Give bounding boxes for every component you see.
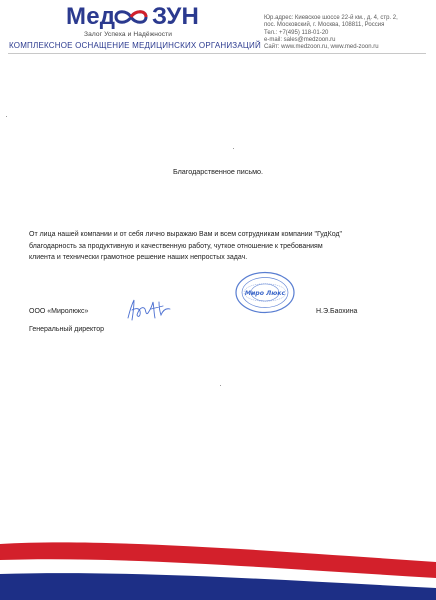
letter-body-line: благодарность за продуктивную и качественную работу, чуткое отношение к требованиям: [29, 242, 323, 250]
sender-position: Генеральный директор: [29, 326, 105, 333]
scan-speck: [233, 148, 234, 149]
contact-line: Юр.адрес: Киевское шоссе 22-й км., д. 4, стр. 2,: [264, 15, 398, 21]
letter-body: [29, 229, 409, 264]
signer-name: Н.Э.Баохина: [316, 308, 358, 315]
contact-line: пос. Московский, г. Москва, 108811, Россия: [264, 22, 385, 29]
handwritten-signature: [125, 296, 175, 324]
letter-body-line: клиента и технически грамотное решение наших непростых задач.: [29, 254, 248, 261]
logo-text-right: ЗУН: [152, 3, 199, 30]
scan-speck: [6, 116, 7, 117]
contact-block: [264, 15, 434, 51]
scan-speck: [220, 385, 221, 386]
decorative-flag-band: [0, 534, 436, 600]
slogan: Залог Успеха и Надёжности: [84, 31, 173, 38]
letter-body-line: От лица нашей компании и от себя лично выражаю Вам и всем сотрудникам компании "ГудКод": [29, 231, 343, 238]
infinity-logo-icon: [110, 8, 152, 26]
header-divider: [8, 53, 426, 54]
organization-tagline: КОМПЛЕКСНОЕ ОСНАЩЕНИЕ МЕДИЦИНСКИХ ОРГАНИЗАЦИЙ: [9, 41, 261, 50]
logo-text-left: Мед: [66, 3, 116, 30]
stamp-text: Миро Люкс: [244, 290, 286, 297]
contact-line: Тел.: +7(495) 118-01-20: [264, 29, 329, 36]
contact-line: e-mail: sales@medzoon.ru: [264, 36, 336, 43]
company-stamp: [234, 271, 296, 314]
company-logo: [66, 3, 199, 30]
contact-line: Сайт: www.medzoon.ru, www.med-zoon.ru: [264, 44, 379, 51]
sender-company: ООО «Миролюкс»: [29, 308, 89, 315]
letter-title: Благодарственное письмо.: [172, 167, 264, 176]
